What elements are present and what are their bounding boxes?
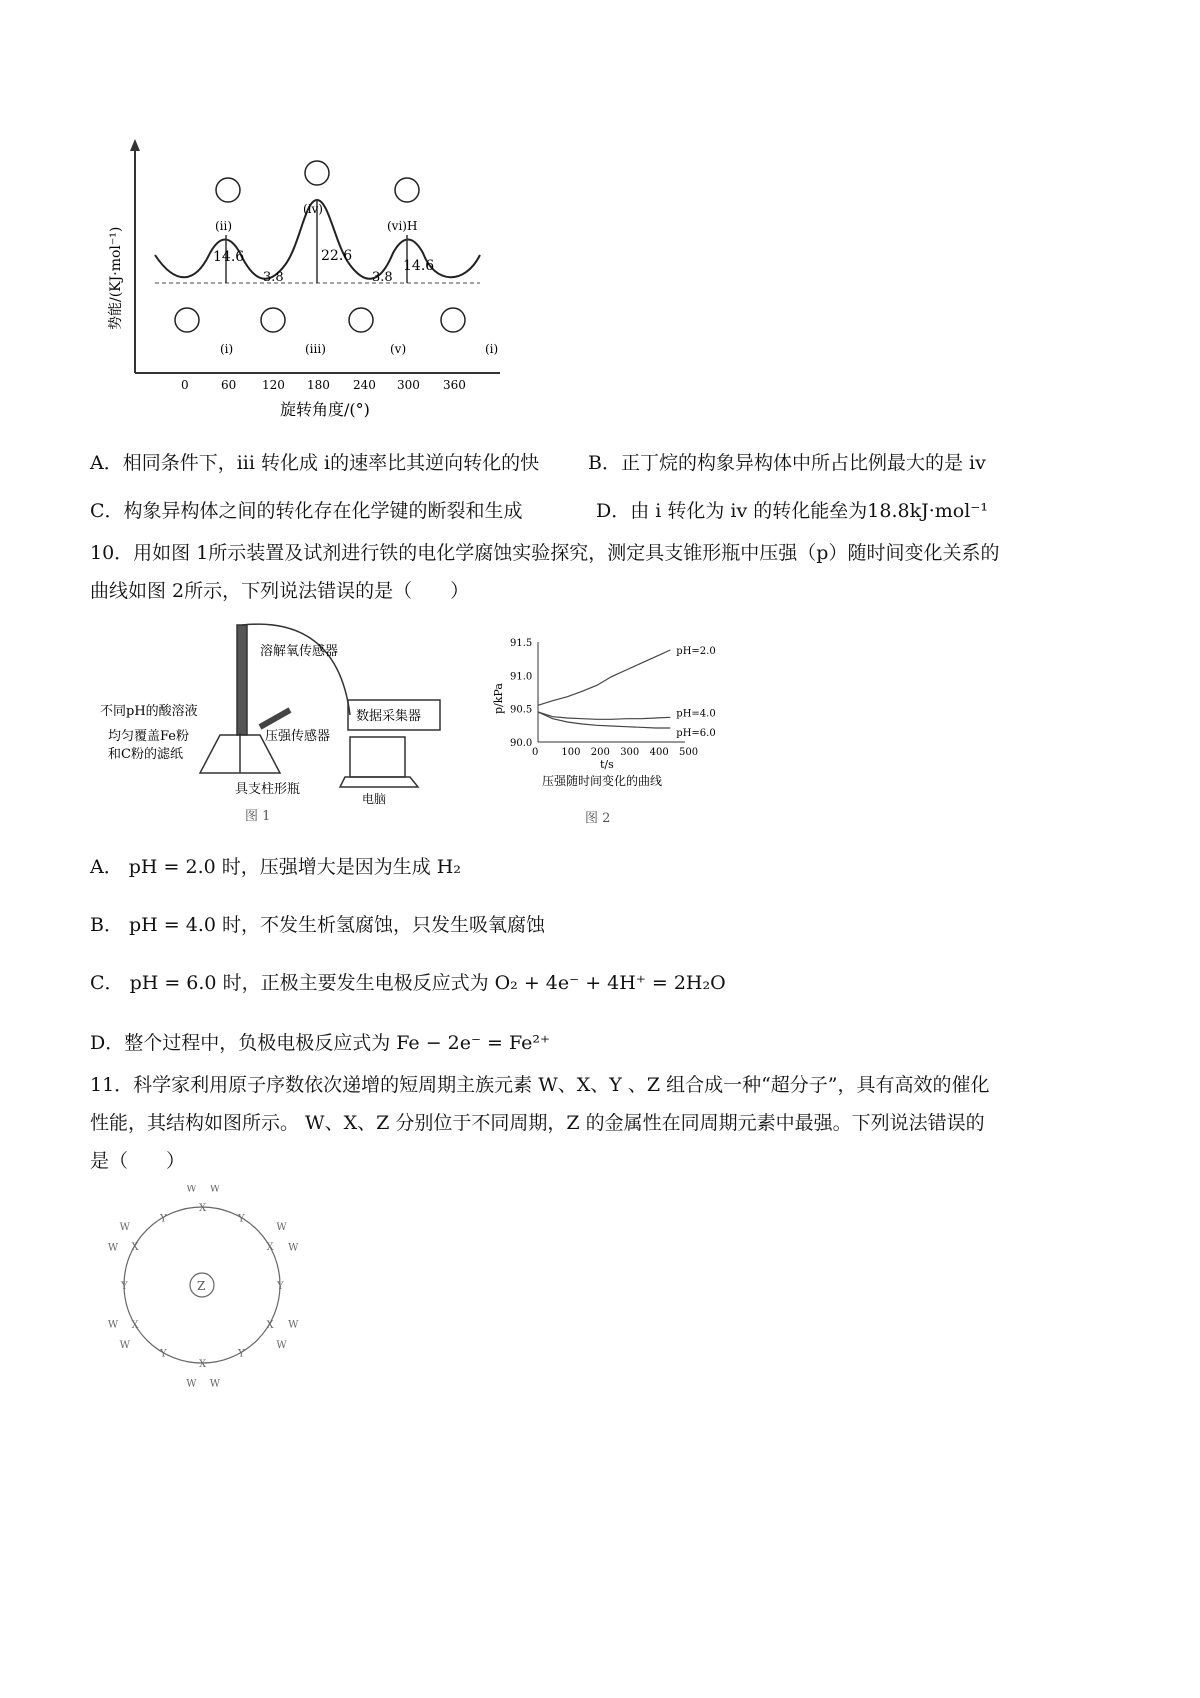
ring-atom-label: Y [277, 1281, 284, 1292]
substituent-label: W [107, 1319, 119, 1331]
energy-diagram [95, 135, 515, 425]
ring-atom-label: Y [121, 1281, 128, 1292]
q10-stem [90, 534, 1110, 610]
label-flask: 具支柱形瓶 [235, 782, 301, 797]
substituent-label: W [186, 1378, 197, 1390]
y-tick-label: 90.0 [510, 738, 533, 749]
ring-atom-label: Y [160, 1213, 167, 1225]
chart-y-ticks [510, 638, 532, 749]
q9-option-a[interactable]: A．相同条件下，iii 转化成 i的速率比其逆向转化的快 [90, 452, 540, 474]
label-iv: (iv) [303, 202, 323, 216]
ring-atom-label: X [199, 1203, 207, 1214]
label-vi: (vi)H [387, 219, 418, 233]
series-line [538, 650, 670, 705]
o2-sensor-probe [237, 625, 247, 735]
fig2-caption: 图 2 [585, 811, 611, 826]
substituent-label: W [276, 1339, 287, 1351]
y-axis-arrow-icon [130, 139, 140, 151]
q10-stem-line1: 10．用如图 1所示装置及试剂进行铁的电化学腐蚀实验探究，测定具支锥形瓶中压强（p）随时间变化关系的 [90, 542, 1000, 564]
computer-icon [350, 737, 405, 777]
q10-stem-line2: 曲线如图 2所示，下列说法错误的是（ ） [90, 580, 470, 602]
ring-atom-label: Y [160, 1348, 167, 1360]
y-tick-label: 91.0 [510, 671, 533, 683]
ring-atom-label: X [266, 1242, 274, 1253]
series-line [538, 712, 670, 719]
svg-text:60: 60 [221, 378, 237, 392]
chart-subtitle: 压强随时间变化的曲线 [542, 774, 663, 788]
q11-stem-line2: 性能，其结构如图所示。 W、X、Z 分别位于不同周期，Z 的金属性在同周期元素中最强。下列说法错误的 [90, 1112, 985, 1134]
x-tick-label: 500 [679, 747, 699, 758]
svg-text:180: 180 [307, 378, 330, 392]
substituent-label: W [288, 1242, 299, 1254]
value-iv: 22.6 [321, 248, 353, 264]
chart-x-ticks [532, 747, 698, 758]
q11-stem [90, 1066, 1110, 1180]
supermolecule-figure [90, 1185, 330, 1395]
series-label: pH=2.0 [676, 646, 716, 657]
series-label: pH=6.0 [676, 728, 716, 739]
substituent-label: W [107, 1242, 119, 1254]
substituent-label: W [288, 1319, 299, 1331]
ring-atom-label: Y [238, 1348, 245, 1360]
substituent-label: W [119, 1339, 130, 1351]
q10-option-c[interactable]: C． pH = 6.0 时，正极主要发生电极反应式为 O₂ + 4e⁻ + 4H⁺ = 2H₂O [90, 972, 726, 994]
q11-stem-line1: 11．科学家利用原子序数依次递增的短周期主族元素 W、X、Y 、Z 组合成一种“超分子”，具有高效的催化 [90, 1074, 990, 1096]
label-iii: (iii) [305, 342, 326, 356]
svg-text:240: 240 [353, 378, 376, 392]
y-tick-label: 90.5 [510, 704, 533, 716]
pressure-sensor [260, 710, 290, 727]
value-iii-gap: 3.8 [263, 270, 284, 285]
label-pressure-sensor: 压强传感器 [265, 729, 331, 744]
label-data-collector: 数据采集器 [356, 709, 422, 724]
x-tick-label: 0 [532, 747, 539, 758]
value-vi: 14.6 [403, 258, 435, 274]
substituent-label: W [186, 1185, 197, 1195]
x-tick-label: 400 [649, 747, 669, 758]
center-label: Z [197, 1279, 206, 1293]
q9-option-c[interactable]: C．构象异构体之间的转化存在化学键的断裂和生成 [90, 500, 523, 522]
label-acid: 不同pH的酸溶液 [100, 704, 198, 719]
q10-option-b[interactable]: B． pH = 4.0 时，不发生析氢腐蚀，只发生吸氧腐蚀 [90, 914, 545, 936]
label-i-end: (i) [485, 342, 499, 356]
value-v-gap: 3.8 [372, 270, 393, 285]
newman-projections [175, 161, 465, 332]
series-label: pH=4.0 [676, 708, 716, 720]
o2-cable [242, 624, 350, 715]
x-tick-label: 200 [590, 747, 610, 758]
substituent-label: W [119, 1222, 130, 1234]
ring-atom-label: X [131, 1242, 139, 1253]
fig1-caption: 图 1 [245, 809, 271, 824]
x-tick-label: 100 [561, 747, 581, 758]
x-tick-label: 300 [620, 747, 640, 758]
label-pc: 电脑 [362, 792, 387, 806]
chart-series [538, 646, 716, 739]
ring-atom-label: Y [238, 1213, 245, 1225]
svg-text:120: 120 [262, 378, 285, 392]
label-paper: 均匀覆盖Fe粉 [108, 729, 190, 744]
q9-option-b[interactable]: B．正丁烷的构象异构体中所占比例最大的是 iv [588, 452, 986, 474]
substituent-label: W [209, 1378, 220, 1390]
label-o2-sensor: 溶解氧传感器 [260, 644, 339, 659]
ring-atom-label: X [199, 1359, 207, 1370]
x-ticks [181, 378, 466, 392]
label-i: (i) [220, 342, 234, 356]
label-paper2: 和C粉的滤纸 [108, 747, 183, 762]
q10-option-d[interactable]: D．整个过程中，负极电极反应式为 Fe − 2e⁻ = Fe²⁺ [90, 1032, 551, 1054]
q10-option-a[interactable]: A． pH = 2.0 时，压强增大是因为生成 H₂ [90, 856, 461, 878]
substituent-label: W [276, 1222, 287, 1234]
series-line [538, 712, 670, 728]
svg-text:300: 300 [397, 378, 420, 392]
svg-text:360: 360 [443, 378, 466, 392]
ring-atom-label: X [266, 1320, 274, 1331]
svg-text:0: 0 [181, 378, 189, 392]
apparatus-figure [100, 615, 450, 830]
pressure-chart [490, 632, 750, 832]
x-axis-label: 旋转角度/(°) [280, 400, 370, 419]
label-v: (v) [390, 342, 407, 356]
laptop-base [340, 777, 418, 787]
chart-ylabel: p/kPa [492, 683, 505, 714]
q11-stem-line3: 是（ ） [90, 1150, 186, 1172]
q9-option-d[interactable]: D．由 i 转化为 iv 的转化能垒为18.8kJ·mol⁻¹ [596, 500, 988, 522]
value-ii: 14.6 [213, 249, 245, 265]
y-tick-label: 91.5 [510, 638, 533, 649]
substituent-label: W [209, 1185, 220, 1195]
ring-atom-label: X [131, 1320, 139, 1331]
chart-xlabel: t/s [600, 758, 614, 771]
label-ii: (ii) [215, 219, 233, 233]
y-axis-label: 势能/(KJ·mol⁻¹) [108, 226, 124, 330]
